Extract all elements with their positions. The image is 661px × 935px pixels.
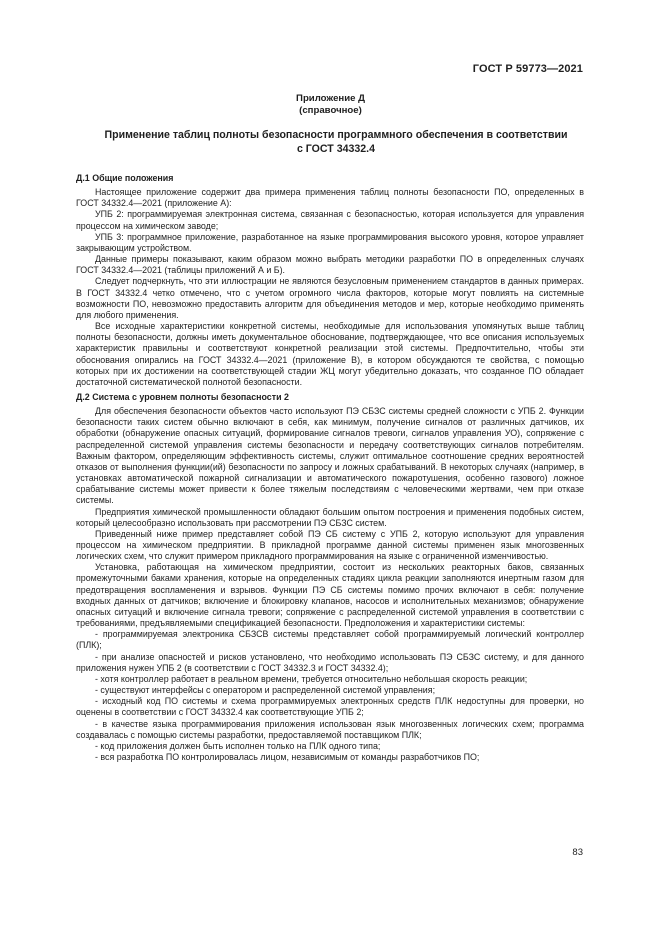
paragraph: Для обеспечения безопасности объектов часто используют ПЭ СБЗС системы средней сложности с УПБ 2. Функции безопасности таких систем обычно включают в себя, как минимум, получение сигналов от различных датчиков, их обработки (обнаружение опасных ситуаций, формирование сигналов тревоги, сигналов управления УО), сопряжение с распределенной системой управления системы безопасности и передачу соответствующих сигналов потребителям. Важным фактором, определяющим эффективность системы, служит оптимальное соотношение средних вероятностей отказов от выполнения функции(ий) безопасности по запросу и ложных срабатываний. В некоторых случаях (например, в установках автоматической пожарной сигнализации и автоматического пожаротушения, особенно газового) ложное срабатывание системы может привести к более тяжелым последствиям с человеческими жертвами, чем при отказе системы. (76, 406, 584, 506)
appendix-heading (0, 93, 661, 116)
document-code: ГОСТ Р 59773—2021 (472, 63, 583, 75)
paragraph: УПБ 3: программное приложение, разработанное на языке программирования высокого уровня, которое управляет закрывающим устройством. (76, 231, 584, 253)
paragraph: УПБ 2: программируемая электронная система, связанная с безопасностью, которая используется для управления процессом на химическом заводе; (76, 209, 584, 231)
title-line-1: Применение таблиц полноты безопасности программного обеспечения в соответствии (104, 129, 568, 141)
list-item: - исходный код ПО системы и схема программируемых электронных средств ПЛК недоступны для проверки, но оценены в соответствии с ГОСТ 34332.4 как соответствующие УПБ 2; (76, 696, 584, 718)
paragraph: Данные примеры показывают, каким образом можно выбрать методики разработки ПО в определенных случаях ГОСТ 34332.4—2021 (таблицы приложений А и Б). (76, 254, 584, 276)
list-item: - в качестве языка программирования приложения использован язык многозвенных логических схем; программа создавалась с помощью системы разработки, предоставляемой поставщиком ПЛК; (76, 718, 584, 740)
list-item: - код приложения должен быть исполнен только на ПЛК одного типа; (95, 740, 381, 751)
section-heading-2: Д.2 Система с уровнем полноты безопасности 2 (76, 391, 289, 402)
page-number: 83 (572, 847, 583, 858)
appendix-type: (справочное) (299, 104, 362, 116)
list-item: - программируемая электроника СБЗСВ системы представляет собой программируемый логический контроллер (ПЛК); (76, 629, 584, 651)
list-item: - существуют интерфейсы с оператором и распределенной системой управления; (95, 685, 436, 696)
paragraph: Приведенный ниже пример представляет собой ПЭ СБ систему с УПБ 2, которую используют для управления процессом на химическом предприятии. В прикладной программе данной системы применен язык многозвенных логических схем, что служит примером прикладного программирования на языке с ограниченной изменчивостью. (76, 528, 584, 562)
paragraph: Установка, работающая на химическом предприятии, состоит из нескольких реакторных баков, связанных промежуточными баками хранения, которые на определенных стадиях цикла реакции заполняются инертным газом для предотвращения воспламенения и взрывов. Функции ПЭ СБ системы помимо прочих включают в себя: получение входных данных от датчиков; включение и блокировку клапанов, насосов и исполнительных механизмов; обнаружение опасных ситуаций и включение сигнала тревоги; сопряжение с распределенной системой управления в соответствии с требованиями, предъявляемыми спецификацией безопасности. Предположения и характеристики системы: (76, 562, 584, 629)
appendix-title (76, 128, 596, 156)
list-item: - хотя контроллер работает в реальном времени, требуется относительно небольшая скорость реакции; (95, 673, 528, 684)
paragraph: Следует подчеркнуть, что эти иллюстрации не являются безусловным применением стандартов в данных примерах. В ГОСТ 34332.4 четко отмечено, что с учетом огромного числа факторов, которые могут повлиять на системные возможности ПО, невозможно предоставить алгоритм для объединения методов и мер, которые необходимо применять для любого применения. (76, 276, 584, 320)
appendix-label: Приложение Д (296, 93, 365, 104)
section-heading-1: Д.1 Общие положения (76, 173, 174, 183)
paragraph: Настоящее приложение содержит два примера применения таблиц полноты безопасности ПО, определенных в ГОСТ 34332.4—2021 (приложение А): (76, 187, 584, 209)
title-line-2: с ГОСТ 34332.4 (296, 143, 376, 155)
paragraph: Предприятия химической промышленности обладают большим опытом построения и применения подобных систем, который целесообразно использовать при рассмотрении ПЭ СБЗС систем. (76, 506, 584, 528)
list-item: - вся разработка ПО контролировалась лицом, независимым от команды разработчиков ПО; (95, 751, 480, 762)
paragraph: Все исходные характеристики конкретной системы, необходимые для использования упомянутых выше таблиц полноты безопасности, должны иметь документальное обоснование, подтверждающее, что все описания используемых характеристик правильны и соответствуют конкретной реализации этой системы. Предпочтительно, чтобы эти обоснования опирались на ГОСТ 34332.4—2021 (приложение В), в котором обсуждаются те свойства, с помощью которых при их достижении на соответствующей стадии ЖЦ могут убедительно доказать, что созданное ПО обладает достаточной систематической полнотой безопасности. (76, 321, 584, 387)
document-body (76, 173, 584, 763)
list-item: - при анализе опасностей и рисков установлено, что необходимо использовать ПЭ СБЗС систему, и для данного приложения нужен УПБ 2 (в соответствии с ГОСТ 34332.3 и ГОСТ 34332.4); (76, 651, 584, 673)
